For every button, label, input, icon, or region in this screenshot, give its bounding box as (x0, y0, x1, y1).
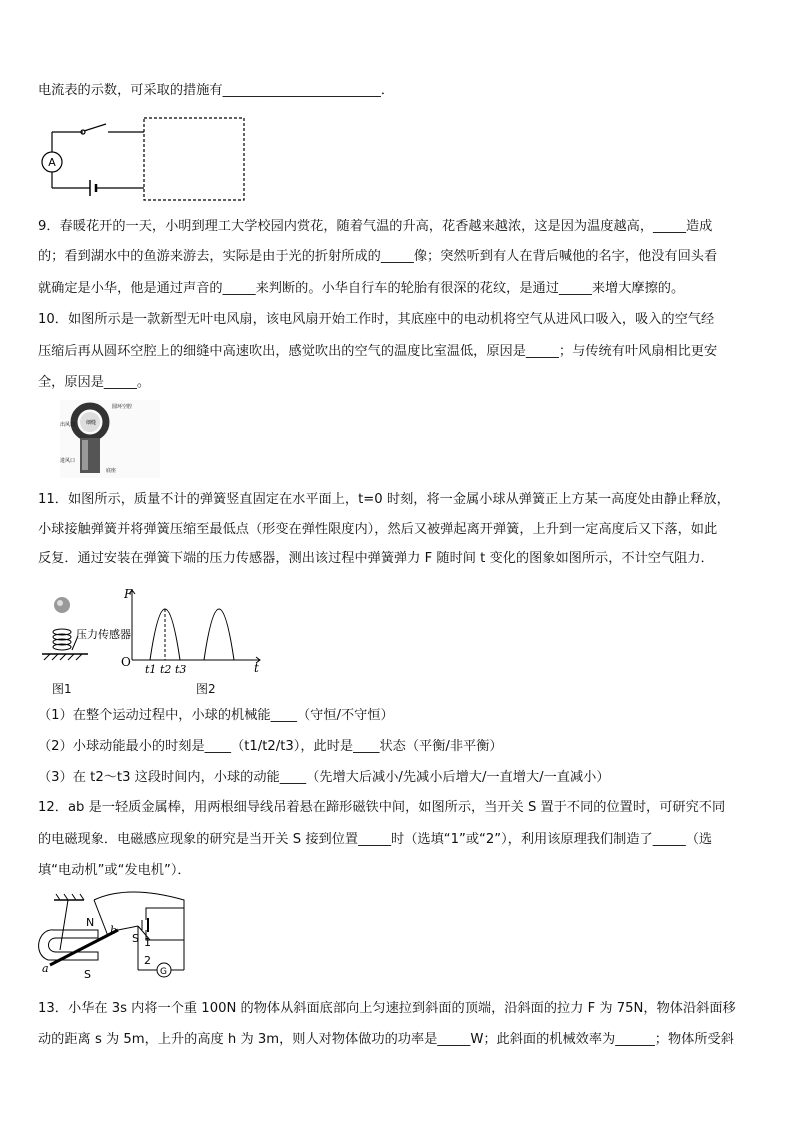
q13-line-2: 动的距离 s 为 5m，上升的高度 h 为 3m，则人对物体做功的功率是_____W；此斜面的机械效率为______；物体所受斜 (38, 1032, 734, 1047)
rod-end-a: a (42, 962, 49, 975)
force-time-graph (118, 586, 268, 678)
q11-sub-2: （2）小球动能最小的时刻是____（t1/t2/t3），此时是____状态（平衡/非平衡） (38, 739, 503, 754)
q11-line-1: 11．如图所示，质量不计的弹簧竖直固定在水平面上，t=0 时刻，将一金属小球从弹簧正上方某一高度处由静止释放， (38, 492, 730, 507)
q11-line-3: 反复．通过安装在弹簧下端的压力传感器，测出该过程中弹簧弹力 F 随时间 t 变化的图象如图所示，不计空气阻力． (38, 551, 714, 566)
ammeter-label: A (48, 156, 56, 169)
q13-line-1: 13．小华在 3s 内将一个重 100N 的物体从斜面底部向上匀速拉到斜面的顶端，沿斜面的拉力 F 为 75N，物体沿斜面移 (38, 1001, 736, 1016)
graph-y-label: F (124, 587, 133, 601)
q12-line-3: 填“电动机”或“发电机”）． (38, 863, 191, 878)
q9-line-2: 的；看到湖水中的鱼游来游去，实际是由于光的折射所成的_____像；突然听到有人在背后喊他的名字，他没有回头看 (38, 249, 718, 264)
q10-line-2: 压缩后再从圆环空腔上的细缝中高速吹出，感觉吹出的空气的温度比室温低，原因是_____；与传统有叶风扇相比更安 (38, 344, 718, 359)
galvanometer-icon: G (160, 967, 167, 977)
switch-label: S (132, 932, 139, 945)
gap-label: 细缝 (86, 420, 97, 426)
q11-line-2: 小球接触弹簧并将弹簧压缩至最低点（形变在弹性限度内），然后又被弹起离开弹簧，上升到一定高度后又下落，如此 (38, 522, 718, 537)
q9-line-1: 9．春暖花开的一天，小明到理工大学校园内赏花，随着气温的升高，花香越来越浓，这是因为温度越高，_____造成 (38, 219, 713, 234)
inlet-label: 进风口 (60, 458, 76, 464)
base-label: 底座 (106, 468, 117, 474)
graph-x-label: t (254, 661, 259, 675)
q9-line-3: 就确定是小华，他是通过声音的_____来判断的。小华自行车的轮胎有很深的花纹，是通过_____来增大摩擦的。 (38, 281, 685, 296)
pressure-sensor-label: 压力传感器 (76, 628, 131, 641)
t2-label: t2 (160, 663, 172, 676)
q10-line-1: 10．如图所示是一款新型无叶电风扇，该电风扇开始工作时，其底座中的电动机将空气从进风口吸入，吸入的空气经 (38, 312, 715, 327)
t3-label: t3 (175, 663, 187, 676)
magnet-switch-figure (38, 890, 198, 980)
outlet-label: 出风口 (60, 422, 76, 428)
q10-line-3: 全，原因是_____。 (38, 375, 151, 390)
q11-sub-1: （1）在整个运动过程中，小球的机械能____（守恒/不守恒） (38, 708, 394, 723)
bladeless-fan-photo (60, 400, 160, 478)
t1-label: t1 (145, 663, 157, 676)
magnet-n-pole: N (86, 916, 95, 929)
figure-2-caption: 图2 (196, 682, 216, 696)
figure-1-caption: 图1 (52, 682, 72, 696)
magnet-s-pole: S (84, 968, 91, 980)
rod-end-b: b (110, 924, 118, 937)
switch-position-2: 2 (144, 954, 151, 967)
q12-line-2: 的电磁现象．电磁感应现象的研究是当开关 S 接到位置_____时（选填“1”或“2”），利用该原理我们制造了_____（选 (38, 832, 713, 847)
q8-tail-line: 电流表的示数，可采取的措施有________________________． (38, 83, 395, 98)
switch-position-1: 1 (144, 936, 151, 949)
q11-sub-3: （3）在 t2～t3 这段时间内，小球的动能____（先增大后减小/先减小后增大/一直增大/一直减小） (38, 770, 610, 785)
graph-origin-label: O (121, 655, 131, 669)
ring-label: 圆环空腔 (112, 404, 133, 410)
circuit-figure (38, 112, 248, 204)
q12-line-1: 12．ab 是一轻质金属棒，用两根细导线吊着悬在蹄形磁铁中间，如图所示，当开关 S 置于不同的位置时，可研究不同 (38, 800, 726, 815)
